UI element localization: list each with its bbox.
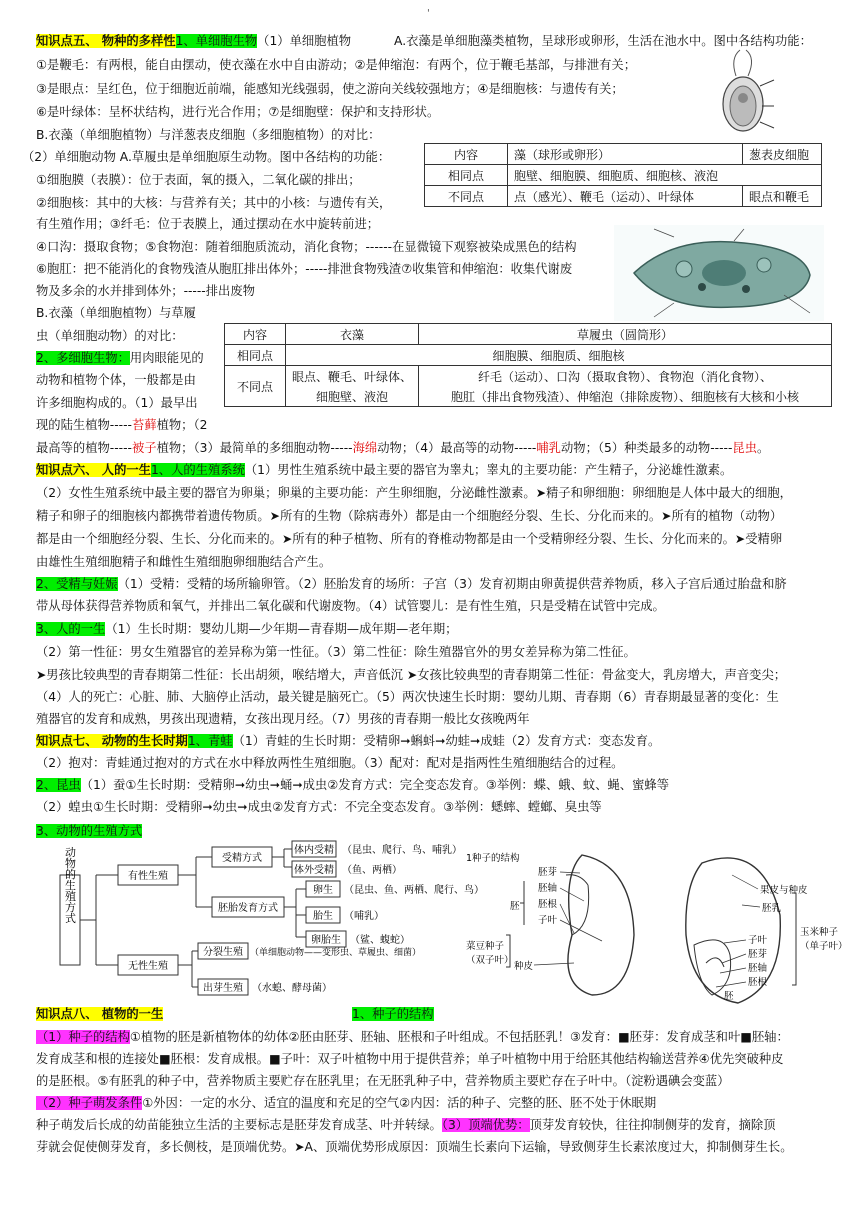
text: 顶芽发育较快，往往抑制侧芽的发育，摘除顶	[529, 1118, 776, 1132]
sec7-line1	[36, 731, 660, 751]
sec5-line1b: A.衣藻是单细胞藻类植物，呈球形或卵形，生活在池水中。图中各结构功能：	[394, 34, 812, 48]
sec7-sub1: 1、青蛙	[187, 734, 233, 748]
diagram-outer-ex: （鱼、两栖）	[342, 865, 402, 876]
sec5-line7: ①细胞膜（表膜）：位于表面，氧的摄入，二氧化碳的排出；	[36, 173, 361, 187]
diagram-embryo: 胚胎发育方式	[218, 903, 278, 914]
bean-type: （双子叶）	[466, 955, 514, 966]
table-cell: 胞肛（排出食物残渣）、伸缩泡（排除废物）、细胞核有大核和小核	[419, 386, 832, 407]
diagram-root: 动物的生殖方式	[63, 846, 77, 924]
table-cell: 眼点和鞭毛	[743, 186, 822, 207]
sec5-sub2: 2、多细胞生物：	[36, 351, 130, 365]
sec8-title: 知识点八、 植物的一生	[36, 1007, 164, 1021]
sec8-sub1-wrap	[352, 1004, 434, 1024]
bean-hypocotyl: 胚轴	[538, 883, 558, 894]
text: （1）单细胞植物	[257, 34, 352, 48]
diagram-sexual: 有性生殖	[128, 871, 168, 882]
bean-coat: 种皮	[514, 961, 534, 972]
corn-plumule: 胚芽	[748, 949, 768, 960]
table-cell: 内容	[225, 324, 286, 345]
table-cell: 细胞壁、液泡	[286, 386, 419, 407]
sec7-line4: （2）蝗虫①生长时期：受精卵➞幼虫➞成虫②发育方式：不完全变态发育。③举例：蟋蟀、螳螂、臭虫等	[36, 800, 602, 814]
comparison-table-1	[424, 143, 822, 207]
sec5-title: 知识点五、 物种的多样性	[36, 34, 176, 48]
corn-cotyledon: 子叶	[748, 935, 768, 946]
text: （1）男性生殖系统中最主要的器官为睾丸；睾丸的主要功能：产生精子，分泌雄性激素。	[244, 463, 733, 477]
diagram-ovi-ex: （昆虫、鱼、两栖、爬行、鸟）	[344, 885, 484, 896]
sec6-sub1: 1、人的生殖系统	[150, 463, 245, 477]
sec8-tag2: （2）种子萌发条件	[36, 1096, 143, 1110]
sec7-sub3: 3、动物的生殖方式	[36, 824, 143, 838]
text: （1）受精：受精的场所输卵管。（2）胚胎发育的场所：子宫（3）发育初期由卵黄提供营养物质，移入子宫后通过胎盘和脐	[117, 577, 787, 591]
table-cell: 内容	[425, 144, 508, 165]
diagram-ovovivi: 卵胎生	[311, 935, 341, 946]
diagram-asexual: 无性生殖	[128, 961, 168, 972]
sec6-line12: 殖器官的发育和成熟，男孩出现遗精，女孩出现月经。（7）男孩的青春期一般比女孩晚两年	[36, 712, 530, 726]
sec5-line4: ⑥是叶绿体：呈杯状结构，进行光合作用；⑦是细胞壁：保护和支持形状。	[36, 105, 440, 119]
corn-radicle: 胚根	[748, 977, 768, 988]
sec5-line9: 有生殖作用；③纤毛：位于表膜上，通过摆动在水中旋转前进；	[36, 217, 380, 231]
table-cell: 相同点	[425, 165, 508, 186]
corn-endosperm: 胚乳	[762, 903, 782, 914]
sec6-line4: 都是由一个细胞经分裂、生长、分化而来的。➤所有的种子植物、所有的脊椎动物都是由一个受精卵经分裂、生长、分化而来的。➤受精卵	[36, 532, 783, 546]
diagram-fission-ex: （单细胞动物——变形虫、草履虫、细菌）	[250, 948, 422, 958]
diagram-vivi-ex: （哺乳）	[344, 911, 384, 922]
bean-radicle: 胚根	[538, 899, 558, 910]
chlamydomonas-figure	[710, 46, 776, 134]
diagram-outer: 体外受精	[294, 865, 334, 876]
sec5-line19	[36, 438, 769, 458]
table-cell: 葱表皮细胞	[743, 144, 822, 165]
sec8-line0	[36, 1004, 163, 1024]
bean-title: 1种子的结构	[466, 853, 520, 864]
sec6-line10: ➤男孩比较典型的青春期第二性征：长出胡须，喉结增大，声音低沉 ➤女孩比较典型的青春期第二性征：骨盆变大，乳房增大，声音变尖；	[36, 668, 787, 682]
sec8-tag3: （3）顶端优势：	[441, 1118, 530, 1132]
bean-name: 菜豆种子	[466, 941, 505, 952]
sec5-line2: ①是鞭毛：有两根，能自由摆动，使衣藻在水中自由游动；②是伸缩泡：有两个，位于鞭毛基部，与排泄有关；	[36, 58, 637, 72]
diagram-budding: 出芽生殖	[203, 983, 243, 994]
sec6-line1	[36, 460, 732, 480]
bean-cotyledon: 子叶	[538, 915, 558, 926]
corn-coat: 果皮与种皮	[760, 885, 808, 896]
table-cell: 不同点	[425, 186, 508, 207]
text: （1）生长时期：婴幼儿期—少年期—青春期—成年期—老年期；	[105, 622, 458, 636]
text: （1）青蛙的生长时期：受精卵➞蝌蚪➞幼蛙➞成蛙（2）发育方式：变态发育。	[232, 734, 661, 748]
table-cell: 纤毛（运动）、口沟（摄取食物）、食物泡（消化食物）、	[419, 366, 832, 387]
sec6-line3: 精子和卵子的细胞核内都携带着遗传物质。➤所有的生物（除病毒外）都是由一个细胞经分裂、生长、分化而来的。➤所有的植物（动物）	[36, 509, 783, 523]
paramecium-figure	[614, 225, 824, 321]
text: 。	[757, 441, 770, 455]
sec6-title: 知识点六、 人的一生	[36, 463, 151, 477]
sec7-line5	[36, 821, 142, 841]
text: ①植物的胚是新植物体的幼体②胚由胚芽、胚轴、胚根和子叶组成。不包括胚乳！③发育：■胚芽：发育成茎和叶■胚轴：	[129, 1030, 789, 1044]
sec7-line2: （2）抱对：青蛙通过抱对的方式在水中释放两性生殖细胞。（3）配对：配对是指两性生殖细胞结合的过程。	[36, 756, 624, 770]
text: 最高等的植物-----	[36, 441, 132, 455]
sec6-sub2: 2、受精与妊娠	[36, 577, 118, 591]
text: 动物；（4）最高等的动物-----	[377, 441, 537, 455]
text: 植物；（2	[156, 418, 208, 432]
sec5-sub1: 1、单细胞生物	[175, 34, 258, 48]
sec8-line1	[36, 1027, 789, 1047]
red-text: 苔藓	[131, 418, 157, 432]
sec6-line11: （4）人的死亡：心脏、肺、大脑停止活动，最关键是脑死亡。（5）两次快速生长时期：婴幼儿期、青春期（6）青春期最显著的变化：生	[36, 690, 779, 704]
sec6-line7: 带从母体获得营养物质和氧气，并排出二氧化碳和代谢废物。（4）试管婴儿：是有性生殖，只是受精在试管中完成。	[36, 599, 665, 613]
sec5-line12: 物及多余的水并排到体外；-----排出废物	[36, 284, 255, 298]
bean-embryo: 胚	[510, 901, 520, 912]
reproduction-diagram	[56, 845, 484, 1005]
diagram-vivi: 胎生	[313, 911, 333, 922]
sec8-line5	[36, 1115, 776, 1135]
sec6-line5: 由雄性生殖细胞精子和雌性生殖细胞卵细胞结合产生。	[36, 555, 332, 569]
red-text: 哺乳	[536, 441, 561, 455]
sec6-line6	[36, 574, 787, 594]
sec8-sub1: 1、种子的结构	[352, 1007, 434, 1021]
table-cell: 点（感光）、鞭毛（运动）、叶绿体	[508, 186, 743, 207]
red-text: 海绵	[352, 441, 378, 455]
red-text: 昆虫	[732, 441, 758, 455]
sec5-line17: 许多细胞构成的。（1）最早出	[36, 396, 198, 410]
table-cell: 细胞膜、细胞质、细胞核	[286, 345, 832, 366]
red-text: 被子	[131, 441, 157, 455]
table-cell: 不同点	[225, 366, 286, 407]
sec5-line11: ⑥胞肛：把不能消化的食物残渣从胞肛排出体外；-----排泄食物残渣⑦收集管和伸缩泡：收集代谢废	[36, 262, 573, 276]
sec8-line2: 发育成茎和根的连接处■胚根：发育成根。■子叶：双子叶植物中用于提供营养；单子叶植物中用于给胚其他结构输送营养④优先突破种皮	[36, 1052, 784, 1066]
sec5-line5: B.衣藻（单细胞植物）与洋葱表皮细胞（多细胞植物）的对比：	[36, 128, 381, 142]
corn-hypocotyl: 胚轴	[748, 963, 768, 974]
text: ①外因：一定的水分、适宜的温度和充足的空气②内因：活的种子、完整的胚、胚不处于休眠期	[142, 1096, 657, 1110]
sec5-line18	[36, 415, 207, 435]
table-cell: 胞壁、细胞膜、细胞质、细胞核、液泡	[508, 165, 822, 186]
sec5-line6: （2）单细胞动物 A.草履虫是单细胞原生动物。图中各结构的功能：	[22, 150, 391, 164]
diagram-budding-ex: （水螅、酵母菌）	[252, 983, 332, 994]
diagram-fert: 受精方式	[222, 853, 262, 864]
text: 动物；（5）种类最多的动物-----	[560, 441, 733, 455]
text: （1）蚕①生长时期：受精卵➞幼虫➞蛹➞成虫②发育方式：完全变态发育。③举例：蝶、蛾、蚊、蝇、蜜蜂等	[80, 778, 669, 792]
sec5-line13: B.衣藻（单细胞植物）与草履	[36, 306, 196, 320]
text: 种子萌发后长成的幼苗能独立生活的主要标志是胚芽发育成茎、叶并转绿。	[36, 1118, 442, 1132]
sec5-line16: 动物和植物个体，一般都是由	[36, 373, 196, 387]
bean-plumule: 胚芽	[538, 867, 558, 878]
sec8-line3: 的是胚根。⑤有胚乳的种子中，营养物质主要贮存在胚乳里；在无胚乳种子中，营养物质主要贮存在子叶中。（淀粉遇碘会变蓝）	[36, 1074, 730, 1088]
diagram-ovovivi-ex: （鲨、蝮蛇）	[350, 935, 410, 946]
sec7-sub2: 2、昆虫	[36, 778, 81, 792]
corn-embryo: 胚	[724, 991, 734, 1002]
sec8-line6: 芽就会促使侧芽发育，多长侧枝，是顶端优势。➤A、顶端优势形成原因：顶端生长素向下运输，导致侧芽生长素浓度过大，抑制侧芽生长。	[36, 1140, 793, 1154]
table-cell: 眼点、鞭毛、叶绿体、	[286, 366, 419, 387]
sec7-line3	[36, 775, 669, 795]
sec5-line8: ②细胞核：其中的大核：与营养有关；其中的小核：与遗传有关，	[36, 196, 392, 210]
comparison-table-2	[224, 323, 832, 407]
sec5-line3: ③是眼点：呈红色，位于细胞近前端，能感知光线强弱，使之游向关线较强地方；④是细胞核：与遗传有关；	[36, 82, 624, 96]
diagram-inner-ex: （昆虫、爬行、鸟、哺乳）	[342, 845, 462, 856]
text: 现的陆生植物-----	[36, 418, 132, 432]
page-mark: '	[427, 8, 430, 19]
table-cell: 相同点	[225, 345, 286, 366]
sec6-sub3: 3、人的一生	[36, 622, 106, 636]
seed-structure-figure	[462, 845, 848, 1010]
sec8-line4	[36, 1093, 656, 1113]
sec8-tag1: （1）种子的结构	[36, 1030, 130, 1044]
table-cell: 草履虫（圆筒形）	[419, 324, 832, 345]
corn-name: 玉米种子	[800, 927, 839, 938]
sec5-line14: 虫（单细胞动物）的对比：	[36, 329, 184, 343]
sec6-line9: （2）第一性征：男女生殖器官的差异称为第一性征。（3）第二性征：除生殖器官外的男女差异称为第二性征。	[36, 645, 636, 659]
diagram-inner: 体内受精	[294, 845, 334, 856]
text: 用肉眼能见的	[129, 351, 204, 365]
corn-type: （单子叶）	[800, 941, 848, 952]
sec5-line1	[36, 31, 351, 51]
sec6-line2: （2）女性生殖系统中最主要的器官为卵巢；卵巢的主要功能：产生卵细胞，分泌雌性激素。➤精子和卵细胞：卵细胞是人体中最大的细胞，	[36, 486, 792, 500]
sec7-title: 知识点七、 动物的生长时期	[36, 734, 188, 748]
table-cell: 藻（球形或卵形）	[508, 144, 743, 165]
diagram-ovi: 卵生	[313, 885, 333, 896]
sec5-line15	[36, 348, 204, 368]
diagram-fission: 分裂生殖	[203, 947, 243, 958]
sec6-line8	[36, 619, 457, 639]
text: 植物；（3）最简单的多细胞动物-----	[156, 441, 353, 455]
table-cell: 衣藻	[286, 324, 419, 345]
sec5-line10: ④口沟：摄取食物；⑤食物泡：随着细胞质流动，消化食物；------在显微镜下观察被染成黑色的结构	[36, 240, 577, 254]
